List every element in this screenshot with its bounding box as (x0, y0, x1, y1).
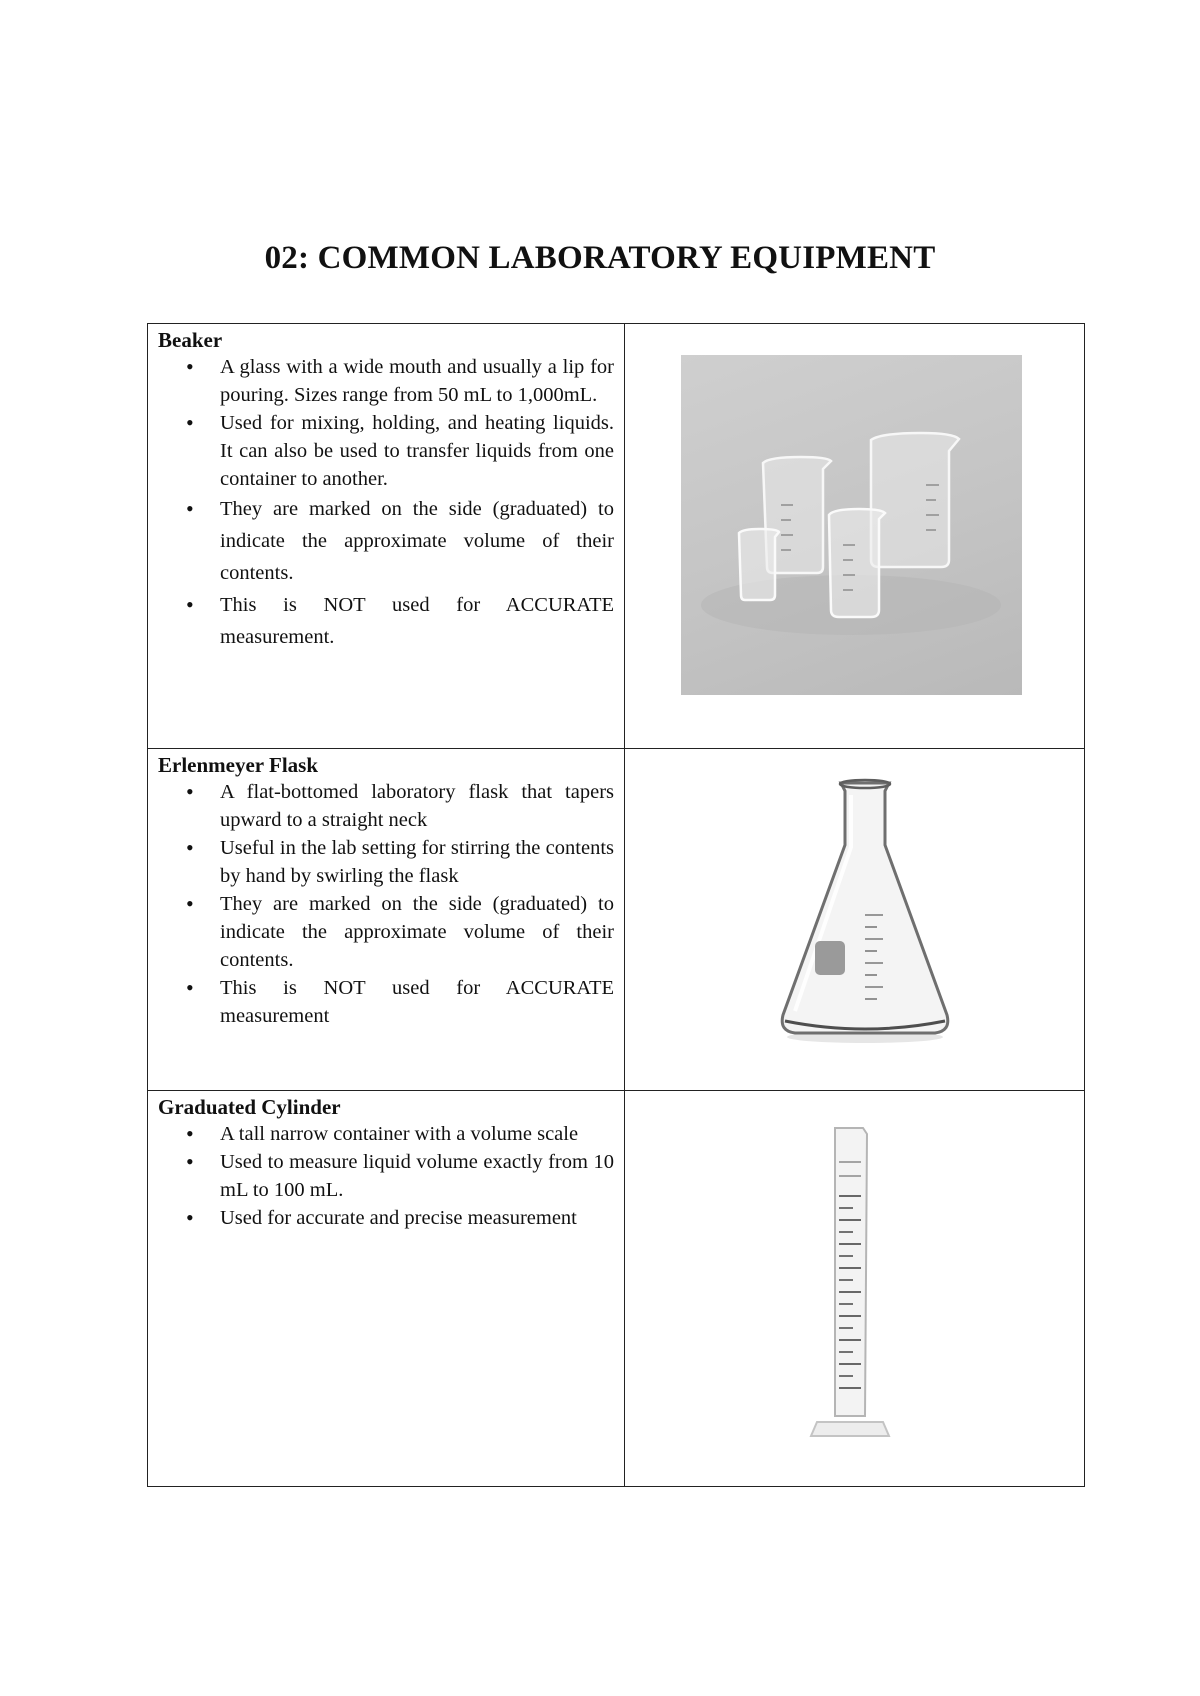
beakers-photo (681, 355, 1022, 695)
list-item: • Used for accurate and precise measurement (220, 1204, 614, 1232)
beaker-image-cell (625, 324, 1085, 749)
cylinder-description-cell (148, 1091, 625, 1487)
equipment-table (147, 323, 1085, 1487)
table-row-flask (148, 749, 1085, 1091)
list-item: • Useful in the lab setting for stirring the contents by hand by swirling the flask (220, 834, 614, 890)
flask-description-cell (148, 749, 625, 1091)
list-item: • A flat-bottomed laboratory flask that tapers upward to a straight neck (220, 778, 614, 834)
list-item: • This is NOT used for ACCURATE measurement. (220, 589, 614, 653)
cylinder-illustration (805, 1126, 905, 1446)
flask-image-cell (625, 749, 1085, 1091)
beaker-description-cell (148, 324, 625, 749)
item-name-beaker: Beaker (158, 328, 223, 352)
table-row-beaker (148, 324, 1085, 749)
cylinder-image-cell (625, 1091, 1085, 1487)
erlenmeyer-flask-photo (775, 775, 955, 1045)
flask-bullet-list (158, 778, 614, 1030)
list-item: • Used to measure liquid volume exactly from 10 mL to 100 mL. (220, 1148, 614, 1204)
item-name-flask: Erlenmeyer Flask (158, 753, 319, 777)
list-item: • They are marked on the side (graduated) to indicate the approximate volume of their contents. (220, 493, 614, 589)
flask-illustration (775, 775, 955, 1045)
table-row-cylinder (148, 1091, 1085, 1487)
beakers-illustration (681, 355, 1022, 695)
list-item: • They are marked on the side (graduated) to indicate the approximate volume of their contents. (220, 890, 614, 974)
cylinder-bullet-list (158, 1120, 614, 1232)
page-title: 02: COMMON LABORATORY EQUIPMENT (264, 240, 936, 276)
list-item: • A glass with a wide mouth and usually a lip for pouring. Sizes range from 50 mL to 1,000mL. (220, 353, 614, 409)
list-item: • A tall narrow container with a volume scale (220, 1120, 614, 1148)
item-name-cylinder: Graduated Cylinder (158, 1095, 341, 1119)
list-item: • Used for mixing, holding, and heating liquids. It can also be used to transfer liquids from one container to another. (220, 409, 614, 493)
beaker-bullet-list (158, 353, 614, 653)
list-item: • This is NOT used for ACCURATE measurement (220, 974, 614, 1030)
graduated-cylinder-photo (805, 1126, 905, 1446)
